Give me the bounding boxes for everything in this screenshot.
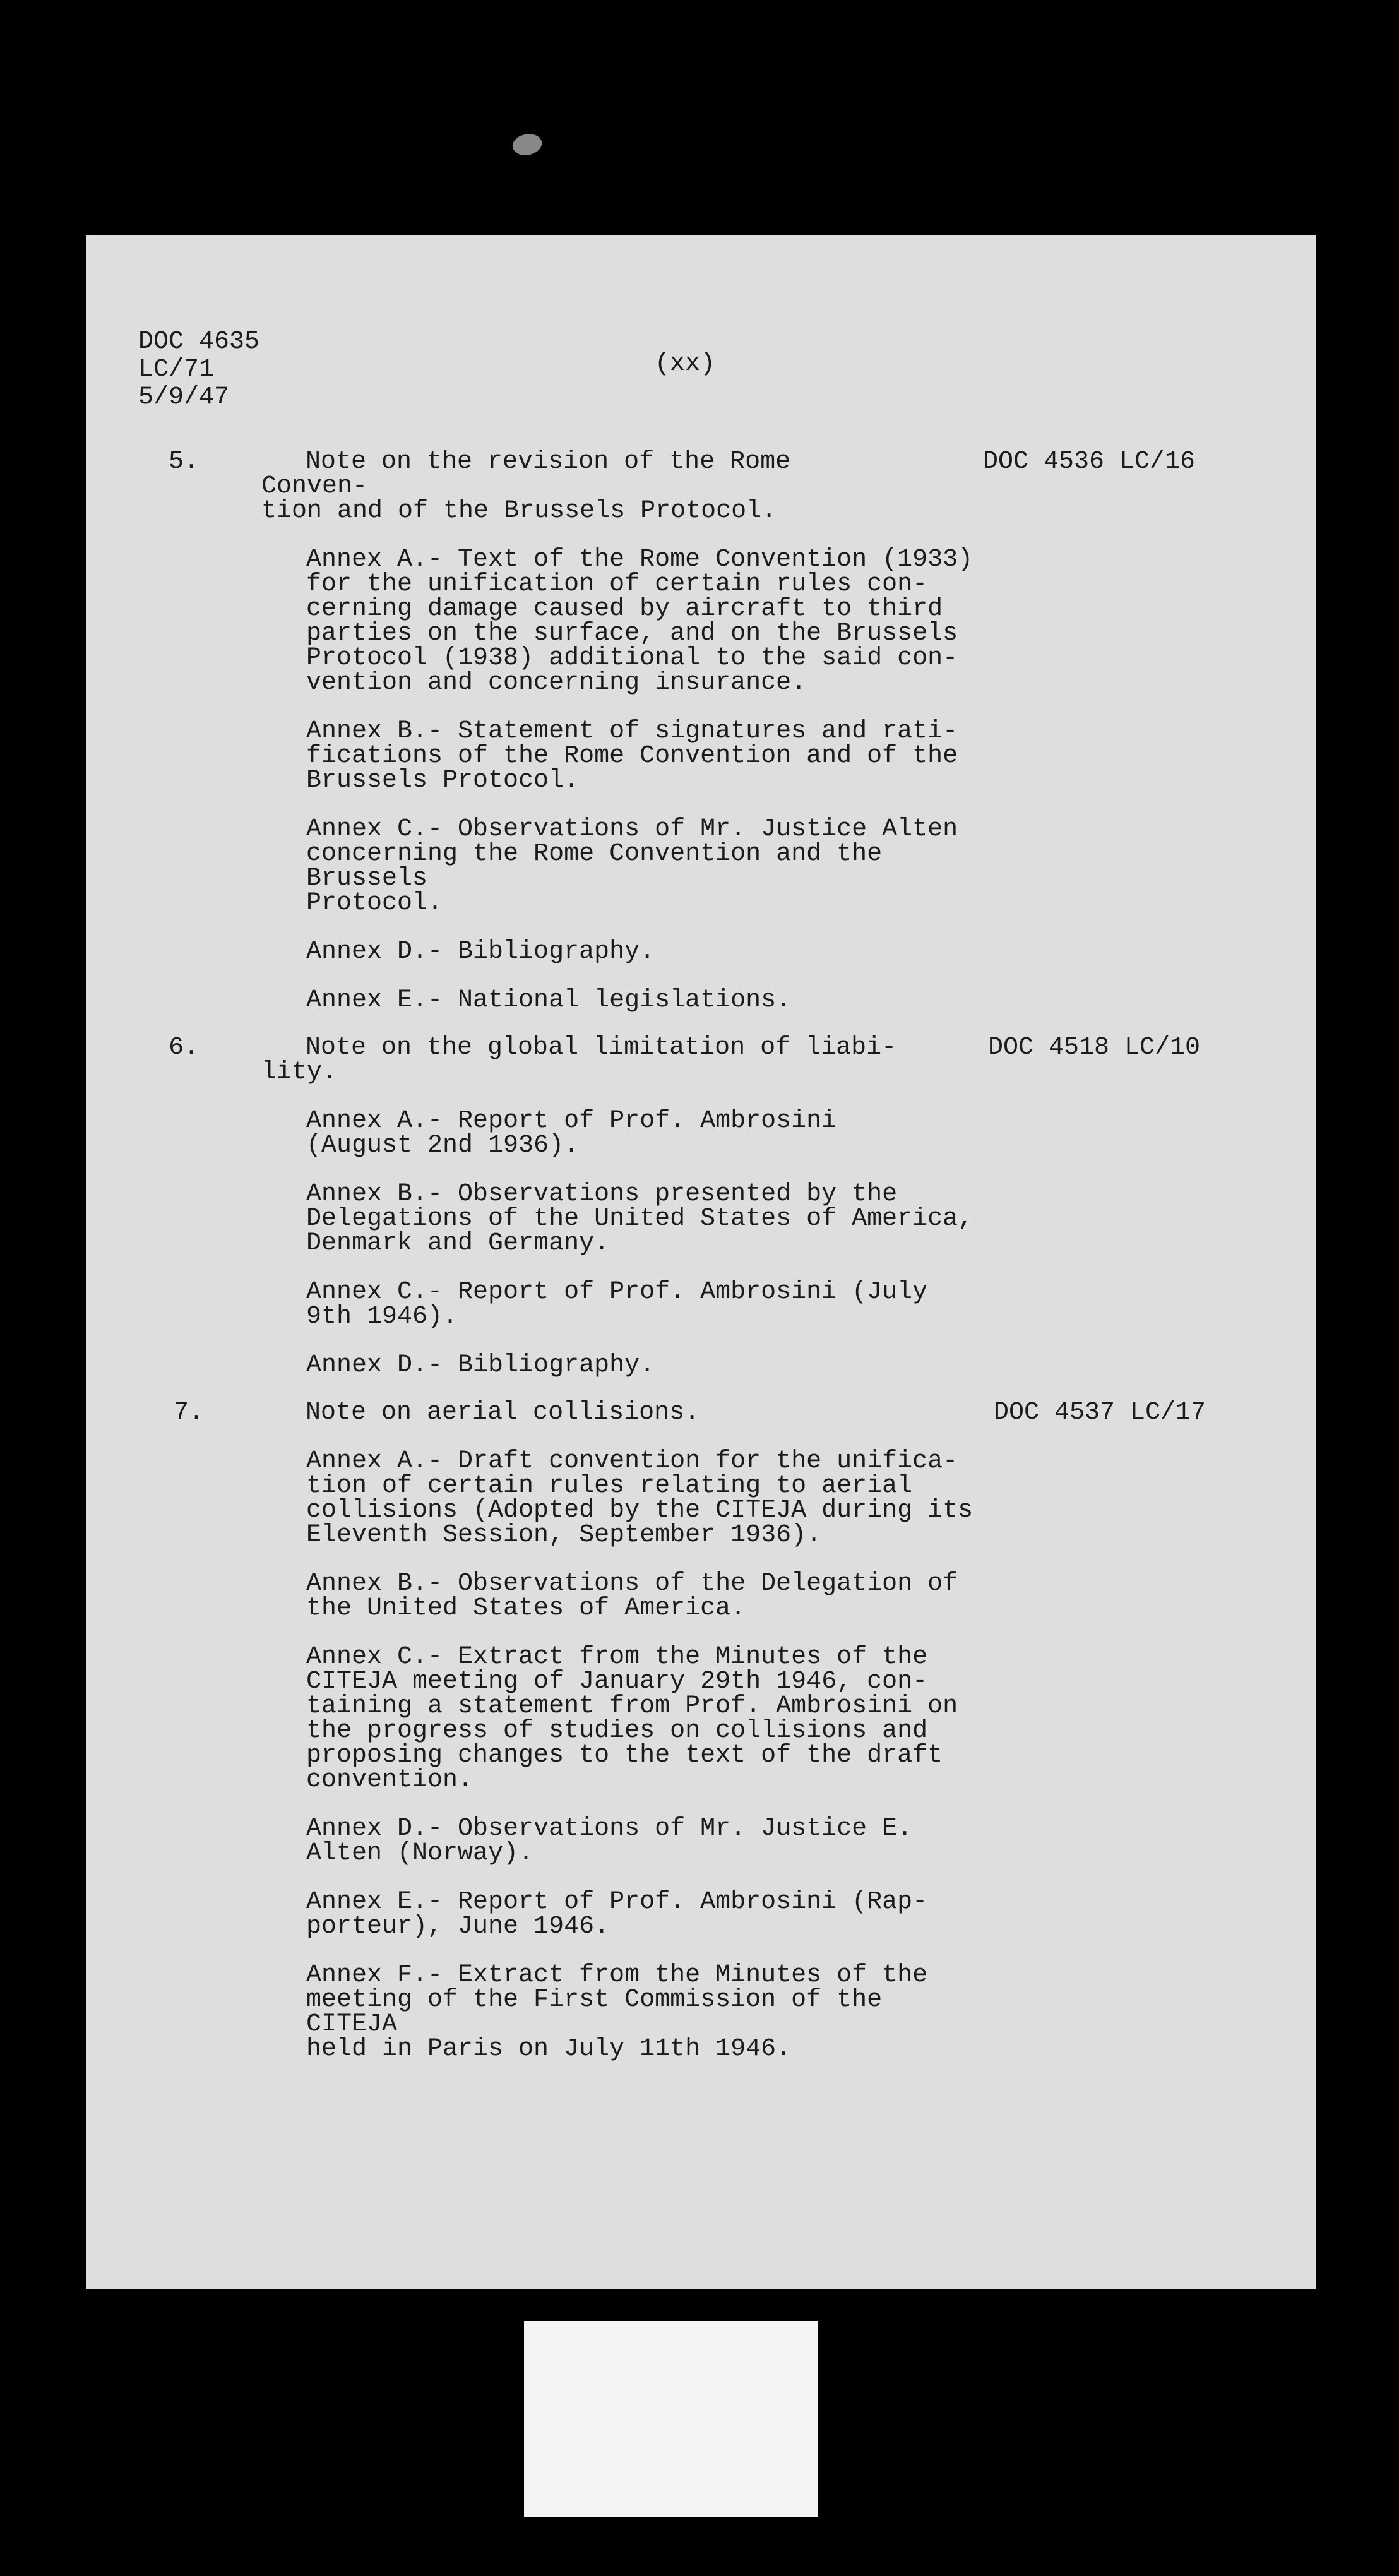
list-item: [86, 1035, 1316, 1378]
entry-title: Note on the revision of the Rome Conven- tion and of the Brussels Protocol.: [261, 448, 791, 525]
annex-item: Annex A.- Report of Prof. Ambrosini (August 2nd 1936).: [306, 1107, 837, 1160]
entry-number: 7.: [174, 1398, 205, 1427]
entry-title: Note on the global limitation of liabi- lity.: [261, 1034, 897, 1087]
annex-item: Annex B.- Observations presented by the Delegations of the United States of America, Denmark and Germany.: [306, 1180, 973, 1258]
doc-number: DOC 4635: [138, 328, 260, 356]
annex-item: Annex D.- Bibliography.: [306, 1351, 655, 1380]
entry-title: Note on aerial collisions.: [306, 1398, 700, 1427]
list-item: [86, 1400, 1316, 2061]
annex-item: Annex A.- Draft convention for the unifica- tion of certain rules relating to aerial collisions (Adopted by the CITEJA during its Eleventh Session, September 1936).: [306, 1447, 973, 1549]
annex-item: Annex C.- Extract from the Minutes of the CITEJA meeting of January 29th 1946, con- taining a statement from Prof. Ambrosini on the progress of studies on collisions and proposing changes to the text of the draft convention.: [306, 1643, 958, 1794]
annex-item: Annex A.- Text of the Rome Convention (1933) for the unification of certain rules con- cerning damage caused by aircraft to third parties on the surface, and on the Brussels Protocol (1938) additional to the said con- vention and concerning insurance.: [306, 546, 973, 697]
annex-item: Annex E.- Report of Prof. Ambrosini (Rap- porteur), June 1946.: [306, 1888, 928, 1941]
entry-number: 6.: [169, 1034, 199, 1062]
lc-number: LC/71: [138, 355, 215, 384]
list-item: [86, 450, 1316, 1013]
entry-reference: DOC 4518 LC/10: [988, 1034, 1201, 1062]
annex-item: Annex C.- Report of Prof. Ambrosini (July 9th 1946).: [306, 1278, 928, 1331]
paper-clip-mark: [509, 129, 545, 160]
annex-item: Annex F.- Extract from the Minutes of the meeting of the First Commission of the CITEJA held in Paris on July 11th 1946.: [306, 1961, 928, 2063]
page-number: (xx): [655, 350, 716, 378]
annex-item: Annex C.- Observations of Mr. Justice Alten concerning the Rome Convention and the Brussels Protocol.: [306, 815, 958, 917]
blank-card: [524, 2321, 818, 2517]
document-page: [86, 235, 1316, 2289]
annex-item: Annex E.- National legislations.: [306, 986, 792, 1015]
entry-number: 5.: [169, 448, 199, 476]
annex-item: Annex D.- Bibliography.: [306, 938, 655, 966]
entry-list: [86, 450, 1316, 2063]
entry-reference: DOC 4537 LC/17: [994, 1398, 1206, 1427]
entry-reference: DOC 4536 LC/16: [983, 448, 1196, 476]
annex-item: Annex D.- Observations of Mr. Justice E. Alten (Norway).: [306, 1815, 913, 1868]
document-header: [138, 328, 259, 412]
annex-item: Annex B.- Statement of signatures and rati- fications of the Rome Convention and of the Brussels Protocol.: [306, 717, 958, 795]
document-date: 5/9/47: [138, 383, 230, 412]
annex-item: Annex B.- Observations of the Delegation of the United States of America.: [306, 1570, 958, 1623]
